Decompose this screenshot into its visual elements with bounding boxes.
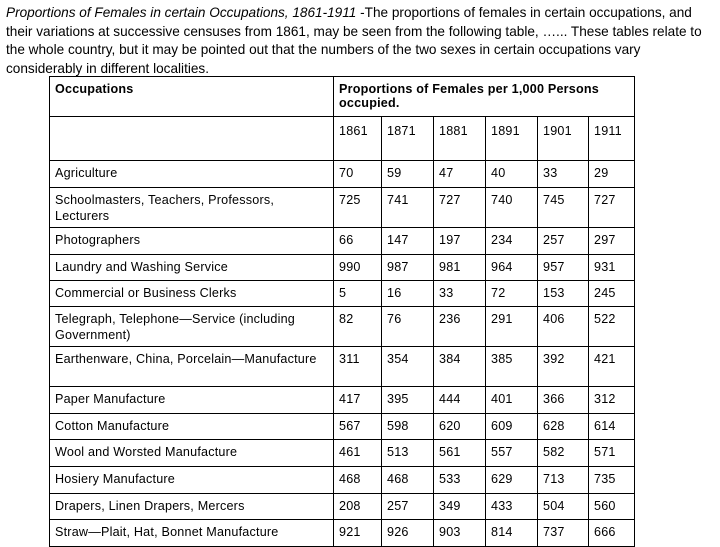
value-cell: 926 [382,520,434,547]
value-cell: 72 [486,281,538,307]
occupation-cell: Photographers [50,228,334,255]
occupation-cell: Schoolmasters, Teachers, Professors, Lecturers [50,188,334,228]
occupation-cell: Straw—Plait, Hat, Bonnet Manufacture [50,520,334,547]
value-cell: 990 [334,255,382,281]
occupation-cell: Agriculture [50,161,334,188]
value-cell: 311 [334,347,382,387]
value-cell: 33 [434,281,486,307]
value-cell: 666 [589,520,635,547]
value-cell: 713 [538,467,589,494]
table-row [50,281,635,307]
value-cell: 291 [486,307,538,347]
value-cell: 385 [486,347,538,387]
value-cell: 312 [589,387,635,414]
value-cell: 931 [589,255,635,281]
value-cell: 349 [434,494,486,520]
value-cell: 560 [589,494,635,520]
occupation-cell: Telegraph, Telephone—Service (including Government) [50,307,334,347]
year-header: 1871 [382,117,434,161]
value-cell: 609 [486,414,538,440]
value-cell: 582 [538,440,589,467]
occupation-cell: Drapers, Linen Drapers, Mercers [50,494,334,520]
value-cell: 557 [486,440,538,467]
value-cell: 629 [486,467,538,494]
table-row [50,161,635,188]
table-row [50,188,635,228]
table-row [50,494,635,520]
year-header: 1911 [589,117,635,161]
value-cell: 236 [434,307,486,347]
table-row [50,440,635,467]
value-cell: 727 [434,188,486,228]
value-cell: 421 [589,347,635,387]
year-header: 1891 [486,117,538,161]
value-cell: 29 [589,161,635,188]
table-row [50,255,635,281]
years-header-blank [50,117,334,161]
value-cell: 66 [334,228,382,255]
year-header: 1881 [434,117,486,161]
value-cell: 598 [382,414,434,440]
value-cell: 921 [334,520,382,547]
value-cell: 392 [538,347,589,387]
value-cell: 745 [538,188,589,228]
table-row [50,228,635,255]
value-cell: 504 [538,494,589,520]
value-cell: 513 [382,440,434,467]
occupation-cell: Earthenware, China, Porcelain—Manufacture [50,347,334,387]
value-cell: 725 [334,188,382,228]
value-cell: 76 [382,307,434,347]
value-cell: 567 [334,414,382,440]
value-cell: 814 [486,520,538,547]
occupation-cell: Hosiery Manufacture [50,467,334,494]
occupation-cell: Wool and Worsted Manufacture [50,440,334,467]
occupations-table [49,76,635,547]
year-header: 1901 [538,117,589,161]
value-cell: 5 [334,281,382,307]
value-cell: 522 [589,307,635,347]
value-cell: 47 [434,161,486,188]
proportions-header: Proportions of Females per 1,000 Persons occupied. [334,77,635,117]
value-cell: 740 [486,188,538,228]
occupation-cell: Paper Manufacture [50,387,334,414]
intro-body: -The proportions of females in certain occupations, and their variations at successive censuses from 1861, may be seen from the following table, …... These tables relate to the whole country, but it may be pointed out that the numbers of the two sexes in certain occupations vary considerably in different localities. [6,5,702,76]
table-row [50,347,635,387]
value-cell: 395 [382,387,434,414]
value-cell: 297 [589,228,635,255]
value-cell: 401 [486,387,538,414]
value-cell: 245 [589,281,635,307]
value-cell: 384 [434,347,486,387]
value-cell: 40 [486,161,538,188]
value-cell: 735 [589,467,635,494]
table-row [50,520,635,547]
value-cell: 208 [334,494,382,520]
value-cell: 533 [434,467,486,494]
value-cell: 987 [382,255,434,281]
table-header-row [50,77,635,117]
intro-title: Proportions of Females in certain Occupations, 1861-1911 [6,5,357,20]
value-cell: 461 [334,440,382,467]
years-header-row [50,117,635,161]
value-cell: 468 [334,467,382,494]
value-cell: 59 [382,161,434,188]
table-row [50,414,635,440]
occupation-cell: Commercial or Business Clerks [50,281,334,307]
value-cell: 234 [486,228,538,255]
value-cell: 903 [434,520,486,547]
occupations-header: Occupations [50,77,334,117]
value-cell: 197 [434,228,486,255]
value-cell: 354 [382,347,434,387]
value-cell: 70 [334,161,382,188]
value-cell: 571 [589,440,635,467]
value-cell: 737 [538,520,589,547]
table-row [50,307,635,347]
value-cell: 727 [589,188,635,228]
value-cell: 964 [486,255,538,281]
value-cell: 257 [382,494,434,520]
value-cell: 153 [538,281,589,307]
value-cell: 366 [538,387,589,414]
intro-paragraph [6,4,716,78]
table-row [50,467,635,494]
table-row [50,387,635,414]
value-cell: 614 [589,414,635,440]
value-cell: 417 [334,387,382,414]
value-cell: 981 [434,255,486,281]
year-header: 1861 [334,117,382,161]
value-cell: 33 [538,161,589,188]
value-cell: 433 [486,494,538,520]
occupation-cell: Laundry and Washing Service [50,255,334,281]
value-cell: 620 [434,414,486,440]
value-cell: 741 [382,188,434,228]
value-cell: 628 [538,414,589,440]
value-cell: 406 [538,307,589,347]
value-cell: 444 [434,387,486,414]
value-cell: 957 [538,255,589,281]
value-cell: 468 [382,467,434,494]
value-cell: 147 [382,228,434,255]
value-cell: 82 [334,307,382,347]
occupation-cell: Cotton Manufacture [50,414,334,440]
value-cell: 16 [382,281,434,307]
value-cell: 561 [434,440,486,467]
value-cell: 257 [538,228,589,255]
